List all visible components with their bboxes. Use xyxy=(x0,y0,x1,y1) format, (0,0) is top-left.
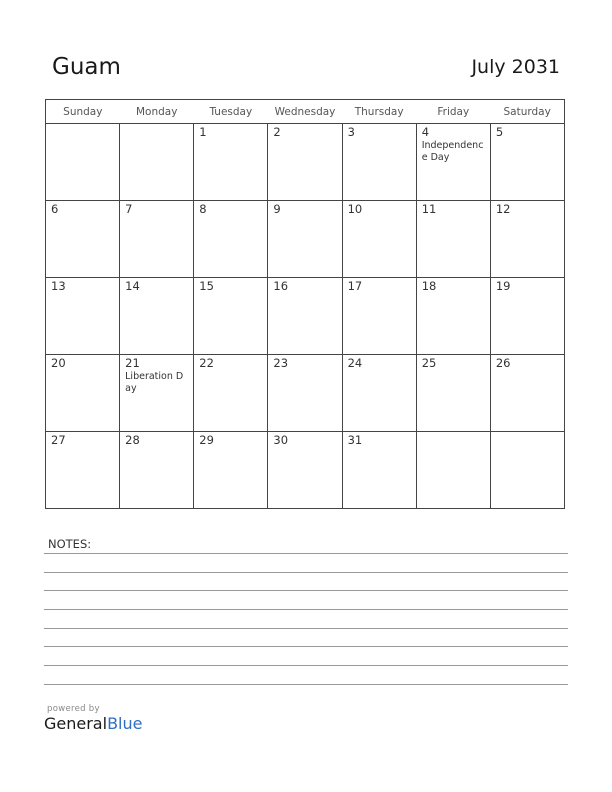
day-cell[interactable] xyxy=(194,355,268,432)
day-number: 9 xyxy=(273,202,281,216)
day-number: 28 xyxy=(125,433,140,447)
day-cell[interactable] xyxy=(342,278,416,355)
day-number: 6 xyxy=(51,202,59,216)
day-cell[interactable] xyxy=(120,432,194,509)
day-cell[interactable] xyxy=(268,201,342,278)
note-line xyxy=(44,553,568,554)
empty-day-cell xyxy=(416,432,490,509)
empty-day-cell xyxy=(120,124,194,201)
day-number: 12 xyxy=(495,202,511,216)
brand-logo[interactable] xyxy=(44,704,142,733)
day-number: 24 xyxy=(347,356,363,370)
day-cell[interactable] xyxy=(268,355,342,432)
day-cell[interactable] xyxy=(120,201,194,278)
weekday-thursday: Thursday xyxy=(342,100,416,124)
note-line xyxy=(44,590,568,591)
week-row xyxy=(46,201,565,278)
note-line xyxy=(44,572,568,573)
day-number: 13 xyxy=(51,279,66,293)
day-cell[interactable] xyxy=(342,355,416,432)
day-cell[interactable] xyxy=(46,355,120,432)
note-line xyxy=(44,609,568,610)
week-row xyxy=(46,355,565,432)
note-line xyxy=(44,628,568,629)
day-cell[interactable] xyxy=(416,278,490,355)
day-cell[interactable] xyxy=(268,124,342,201)
empty-day-cell xyxy=(46,124,120,201)
day-number: 11 xyxy=(421,202,437,216)
day-cell[interactable] xyxy=(120,278,194,355)
day-cell[interactable] xyxy=(46,201,120,278)
day-number: 2 xyxy=(273,125,281,139)
day-number: 4 xyxy=(421,125,430,139)
day-cell[interactable] xyxy=(490,201,564,278)
day-cell[interactable] xyxy=(342,432,416,509)
day-number: 5 xyxy=(495,125,504,139)
day-cell[interactable] xyxy=(490,124,564,201)
week-row xyxy=(46,124,565,201)
week-row xyxy=(46,432,565,509)
day-number: 7 xyxy=(125,202,133,216)
note-line xyxy=(44,665,568,666)
calendar-month: July 2031 xyxy=(471,56,560,78)
day-cell[interactable] xyxy=(46,278,120,355)
holiday-label: Liberation Day xyxy=(125,371,184,394)
weekday-sunday: Sunday xyxy=(46,100,120,124)
day-number: 8 xyxy=(199,202,207,216)
day-number: 23 xyxy=(273,356,289,370)
weekday-saturday: Saturday xyxy=(490,100,564,124)
day-number: 18 xyxy=(421,279,437,293)
day-number: 30 xyxy=(273,433,289,447)
weekday-monday: Monday xyxy=(120,100,194,124)
day-number: 26 xyxy=(495,356,511,370)
day-number: 25 xyxy=(421,356,437,370)
day-number: 22 xyxy=(199,356,214,370)
day-number: 31 xyxy=(347,433,363,447)
weekday-friday: Friday xyxy=(416,100,490,124)
day-number: 1 xyxy=(199,125,207,139)
day-cell[interactable] xyxy=(416,124,490,201)
day-cell[interactable] xyxy=(342,124,416,201)
note-line xyxy=(44,646,568,647)
day-cell[interactable] xyxy=(120,355,194,432)
week-row xyxy=(46,278,565,355)
day-number: 19 xyxy=(495,279,511,293)
day-number: 3 xyxy=(347,125,355,139)
day-cell[interactable] xyxy=(46,432,120,509)
brand-name-general: General xyxy=(44,714,108,733)
day-cell[interactable] xyxy=(490,278,564,355)
day-number: 27 xyxy=(51,433,66,447)
notes-label: NOTES: xyxy=(48,537,92,551)
day-number: 29 xyxy=(199,433,214,447)
day-number: 17 xyxy=(347,279,363,293)
empty-day-cell xyxy=(490,432,564,509)
weekday-header-row xyxy=(46,100,565,124)
note-line xyxy=(44,684,568,685)
day-cell[interactable] xyxy=(416,201,490,278)
day-number: 20 xyxy=(51,356,66,370)
day-number: 15 xyxy=(199,279,214,293)
calendar-grid xyxy=(45,99,565,509)
day-cell[interactable] xyxy=(194,201,268,278)
day-cell[interactable] xyxy=(194,432,268,509)
brand-name-blue: Blue xyxy=(107,714,143,733)
day-number: 14 xyxy=(125,279,140,293)
powered-by-text: powered by xyxy=(47,704,100,714)
day-cell[interactable] xyxy=(194,278,268,355)
day-cell[interactable] xyxy=(268,432,342,509)
day-cell[interactable] xyxy=(342,201,416,278)
holiday-label: Independence Day xyxy=(421,140,484,163)
day-cell[interactable] xyxy=(194,124,268,201)
brand-name xyxy=(44,714,142,733)
day-cell[interactable] xyxy=(490,355,564,432)
day-cell[interactable] xyxy=(268,278,342,355)
day-number: 16 xyxy=(273,279,289,293)
weekday-tuesday: Tuesday xyxy=(194,100,268,124)
day-number: 21 xyxy=(125,356,140,370)
day-cell[interactable] xyxy=(416,355,490,432)
calendar-title: Guam xyxy=(52,54,121,80)
day-number: 10 xyxy=(347,202,363,216)
weekday-wednesday: Wednesday xyxy=(268,100,342,124)
